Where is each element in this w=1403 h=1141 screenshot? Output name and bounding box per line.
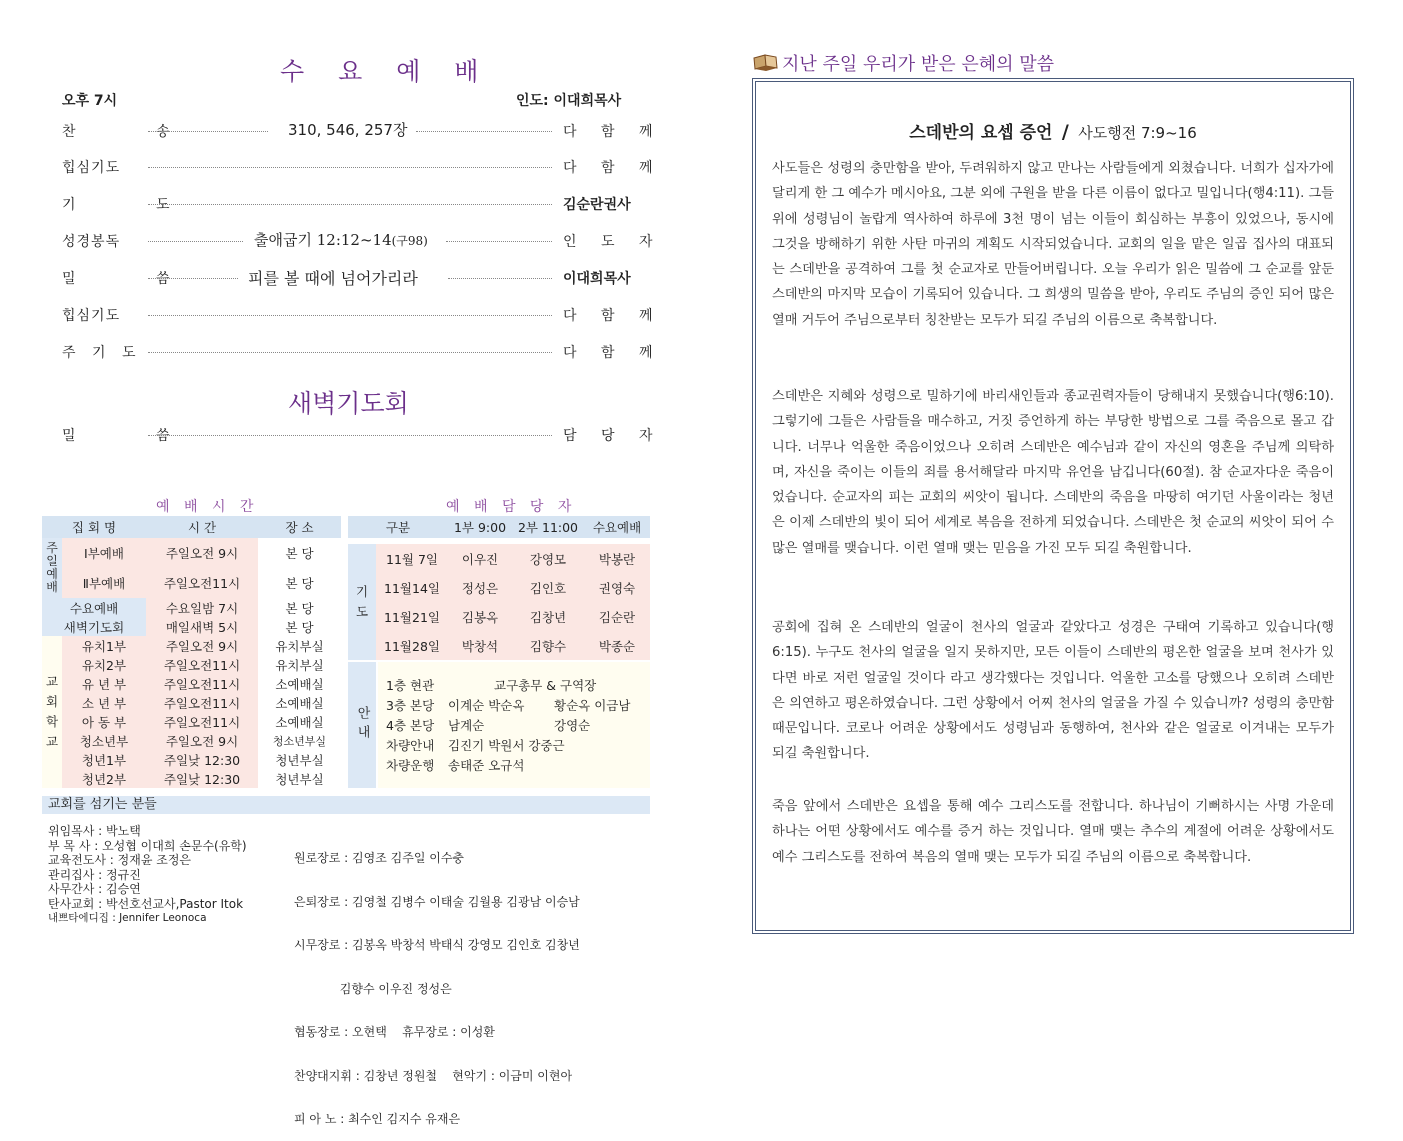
dawn-label: 밀 씀 — [62, 428, 208, 444]
table-cell: 본 당 — [285, 576, 314, 591]
table-cell: 김창년 — [512, 602, 584, 631]
staff-right — [294, 822, 580, 1141]
col-header: 시 간 — [187, 520, 217, 535]
table-cell: 김봉옥 — [448, 602, 512, 631]
scripture-page: (구98) — [391, 234, 428, 248]
table-cell: 본 당 — [285, 546, 314, 561]
guide-place: 차량운행 — [386, 758, 435, 773]
table-cell: 11월28일 — [376, 631, 448, 660]
staff-line: 김향수 이우진 정성은 — [294, 981, 452, 996]
col-header: 1부 9:00 — [453, 520, 507, 535]
table-cell: 주일오전 9시 — [146, 731, 258, 750]
table-cell: 새벽기도회 — [42, 617, 146, 636]
guide-place: 차량안내 — [386, 738, 435, 753]
table-cell: 박종순 — [584, 631, 650, 660]
table-cell: 강영모 — [512, 544, 584, 573]
sermon-sep: / — [1061, 121, 1069, 143]
service-leader: 인도: 이대희목사 — [516, 93, 622, 109]
book-icon — [752, 52, 780, 72]
schedule-table — [42, 516, 341, 788]
table-cell: Ⅰ부예배 — [62, 538, 146, 568]
group-label: 교회학교 — [42, 636, 62, 788]
table-cell: 김인호 — [512, 573, 584, 602]
table-cell: 주일오전 9시 — [146, 636, 258, 655]
guide-names: 이계순 박순옥 — [448, 698, 525, 713]
table-cell: 주일오전11시 — [146, 693, 258, 712]
staff-left — [48, 824, 247, 926]
table-cell: 매일새벽 5시 — [146, 617, 258, 636]
order-right: 다 함 께 — [563, 124, 663, 140]
guide-place: 4층 본당 — [386, 718, 435, 733]
table-cell: 주일오전11시 — [146, 655, 258, 674]
order-right: 다 함 께 — [563, 345, 663, 361]
table-cell: 유치부실 — [275, 657, 324, 673]
table-cell: 소예배실 — [275, 695, 324, 711]
scripture-ref: 출애굽기 12:12~14 — [254, 231, 392, 249]
col-header: 구분 — [385, 520, 411, 535]
table-cell: 주일오전11시 — [146, 712, 258, 731]
group-label: 안내 — [348, 662, 376, 788]
table-cell: 청년부실 — [275, 752, 324, 768]
staff-line: 내쁘타에디집 : Jennifer Leonoca — [48, 912, 207, 924]
staff-line: 교육전도사 : 정재윤 조정은 — [48, 853, 191, 867]
dawn-right: 담 당 자 — [563, 428, 663, 444]
guide-names: 황순옥 이금남 — [554, 698, 631, 713]
table-cell: 유치2부 — [62, 655, 146, 674]
table-cell: 유치부실 — [275, 638, 324, 654]
duty-table — [348, 516, 650, 660]
col-header: 장 소 — [285, 520, 314, 535]
table-cell: 주일오전 9시 — [146, 538, 258, 568]
table-cell: Ⅱ부예배 — [62, 568, 146, 598]
group-label: 기도 — [348, 544, 376, 660]
staff-line: 시무장로 : 김봉옥 박창석 박태식 강영모 김인호 김창년 — [294, 938, 580, 952]
dawn-prayer-title: 새벽기도회 — [288, 389, 409, 418]
staff-line: 은퇴장로 : 김영철 김병수 이태술 김월용 김광남 이승남 — [294, 894, 580, 909]
table-cell: 주일낮 12:30 — [146, 750, 258, 769]
table-cell: 박봉란 — [584, 544, 650, 573]
schedule-heading: 예 배 시 간 — [156, 499, 259, 515]
table-cell: 유치1부 — [62, 636, 146, 655]
guide-names: 교구총무 & 구역장 — [494, 678, 597, 693]
staff-heading: 교회를 섬기는 분들 — [42, 796, 650, 814]
sermon-title-left: 피를 볼 때에 넘어가리라 — [248, 269, 418, 288]
sermon-heading — [752, 118, 1354, 143]
table-cell: 아 동 부 — [62, 712, 146, 731]
table-cell: 본 당 — [285, 619, 314, 635]
table-cell: 청년2부 — [62, 769, 146, 788]
table-cell: 소 년 부 — [62, 693, 146, 712]
sermon-section-title: 지난 주일 우리가 받은 은혜의 말씀 — [782, 54, 1055, 75]
guide-place: 3층 본당 — [386, 698, 435, 713]
table-cell: 주일오전11시 — [146, 568, 258, 598]
table-cell: 청년부실 — [275, 771, 324, 787]
sermon-reference: 사도행전 7:9~16 — [1078, 124, 1197, 142]
table-cell: 11월21일 — [376, 602, 448, 631]
table-cell: 권영숙 — [584, 573, 650, 602]
staff-line: 피 아 노 : 최수인 김지수 유재은 — [294, 1112, 461, 1126]
table-cell: 주일오전11시 — [146, 674, 258, 693]
sermon-paragraph: 공회에 집혀 온 스데반의 얼굴이 천사의 얼굴과 같았다고 성경은 구태여 기록하고 있습니다(행6:15). 누구도 천사의 얼굴을 일지 못하지만, 모든 이들이 스데반의 평온한 얼굴을 보며 천사가 있다면 바로 저런 얼굴일 것이다 라고 생각했다는 것입니다. 억울한 고소를 당했으나 오히려 스데반은 의연하고 평온하였습니다. 그런 상황에서 어찌 천사의 얼굴을 가질 수 있습니까? 성령의 충만함 때문입니다. 코로나 어려운 상황에서도 성령님과 동행하여, 천사와 같은 얼굴로 이겨내는 모두가 되길 축원합니다. — [772, 620, 1334, 762]
duty-heading: 예 배 담 당 자 — [446, 499, 577, 515]
staff-line: 탄사교회 : 박선호선교사,Pastor Itok — [48, 896, 244, 911]
col-header: 수요예배 — [592, 520, 642, 535]
guide-names: 김진기 박원서 강중근 — [448, 738, 565, 753]
table-cell: 정성은 — [448, 573, 512, 602]
order-label: 밀 씀 — [62, 271, 208, 287]
sermon-paragraph: 스데반은 지혜와 성령으로 밀하기에 바리새인들과 종교권력자들이 당해내지 못했습니다(행6:10). 그렇기에 그들은 사람들을 매수하고, 거짓 증언하게 하는 부당한 방법으로 그를 죽음으로 몰고 갑니다. 너무나 억울한 죽음이었으나 오히려 스데반은 예수님과 같이 자신의 영혼을 주님께 의탁하며, 자신을 죽이는 이들의 죄를 용서해달라 마지막 유언을 남깁니다(60절). 참 순교자다운 죽음이었습니다. 순교자의 피는 교회의 씨앗이 됩니다. 스데반의 죽음을 마땅히 여기던 사울이라는 청년은 이제 스데반의 빛이 되어 세계로 복음을 전하게 되었습니다. 스데반은 첫 순교의 씨앗이 되어 수많은 열매를 맺습니다. 이런 열매 맺는 믿음을 가진 모두 되길 축원합니다. — [772, 389, 1334, 556]
order-right: 다 함 께 — [563, 308, 663, 324]
order-right: 인 도 자 — [563, 234, 663, 250]
table-cell: 유 년 부 — [62, 674, 146, 693]
group-label: 주일예배 — [42, 538, 62, 598]
table-cell: 김향수 — [512, 631, 584, 660]
table-cell: 박창석 — [448, 631, 512, 660]
sermon-title: 스데반의 요셉 증언 — [909, 123, 1053, 143]
staff-line: 위임목사 : 박노택 — [48, 824, 141, 838]
table-cell: 본 당 — [285, 600, 314, 616]
table-cell: 소예배실 — [275, 714, 324, 730]
service-time: 오후 7시 — [62, 93, 118, 109]
table-cell: 수요일밤 7시 — [146, 598, 258, 617]
staff-line: 원로장로 : 김영조 김주일 이수충 — [294, 851, 464, 865]
wed-service-title: 수 요 예 배 — [280, 57, 492, 86]
table-cell: 청년1부 — [62, 750, 146, 769]
order-label: 힙심기도 — [62, 160, 121, 176]
staff-line: 사무간사 : 김승연 — [48, 882, 141, 896]
staff-line: 찬양대지휘 : 김창년 정원철 현악기 : 이금미 이현아 — [294, 1068, 573, 1083]
col-header: 2부 11:00 — [517, 520, 579, 535]
guide-list — [386, 676, 630, 776]
staff-line: 부 목 사 : 오성협 이대희 손문수(유학) — [48, 838, 247, 853]
order-label: 성경봉독 — [62, 234, 121, 250]
staff-line: 관리집사 : 정규진 — [48, 867, 141, 882]
order-right: 이대희목사 — [563, 271, 631, 287]
order-label: 찬 송 — [62, 124, 208, 140]
sermon-paragraph: 죽음 앞에서 스데반은 요셉을 통해 예수 그리스도를 전합니다. 하나님이 기뻐하시는 사명 가운데 하나는 어떤 상황에서도 예수를 증거 하는 것입니다. 열매 맺는 추수의 계절에 어려운 상황에서도 예수 그리스도를 전하여 복음의 열매 맺는 모두가 되길 주님의 이름으로 축복합니다. — [772, 799, 1334, 865]
guide-names: 남계순 — [448, 718, 485, 733]
order-label: 주 기 도 — [62, 345, 142, 361]
table-cell: 청소년부실 — [272, 734, 327, 748]
order-right: 김순란권사 — [563, 197, 631, 213]
table-cell: 주일낮 12:30 — [146, 769, 258, 788]
table-cell: 이우진 — [448, 544, 512, 573]
col-header: 집 회 명 — [71, 520, 117, 535]
staff-line: 협동장로 : 오현택 휴무장로 : 이성환 — [294, 1025, 495, 1039]
guide-place: 1층 현관 — [386, 678, 435, 693]
order-right: 다 함 께 — [563, 160, 663, 176]
guide-names: 강영순 — [554, 718, 591, 733]
table-cell: 11월14일 — [376, 573, 448, 602]
hymn-numbers: 310, 546, 257장 — [288, 121, 408, 139]
table-cell: 김순란 — [584, 602, 650, 631]
table-cell: 소예배실 — [275, 676, 324, 692]
sermon-paragraph: 사도들은 성령의 충만함을 받아, 두려워하지 않고 만나는 사람들에게 외쳤습니다. 너희가 십자가에 달리게 한 그 예수가 메시아요, 그분 외에 구원을 받을 다른 이름이 없다고 밀입니다(행4:11). 그들 위에 성령님이 놀랍게 역사하여 하루에 3천 명이 넘는 이들이 회심하는 부흥이 있었으나, 동시에 그것을 방해하기 위한 사탄 마귀의 계획도 시작되었습니다. 교회의 일을 맡은 일곱 집사의 대표되는 스데반을 공격하여 그를 첫 순교자로 만들어버립니다. 오늘 우리가 읽은 밀씀에 그 순교를 앞둔 스데반의 마지막 모습이 기록되어 있습니다. 그 희생의 밀씀을 받아, 우리도 주님의 증인 되어 많은 열매 거두어 주님으로부터 칭찬받는 모두가 되길 주님의 이름으로 축복합니다. — [772, 161, 1334, 328]
order-label: 기 도 — [62, 197, 208, 213]
table-cell: 청소년부 — [62, 731, 146, 750]
guide-names: 송태준 오규석 — [448, 758, 525, 773]
order-label: 힙심기도 — [62, 308, 121, 324]
table-cell: 11월 7일 — [376, 544, 448, 573]
table-cell: 수요예배 — [42, 598, 146, 617]
